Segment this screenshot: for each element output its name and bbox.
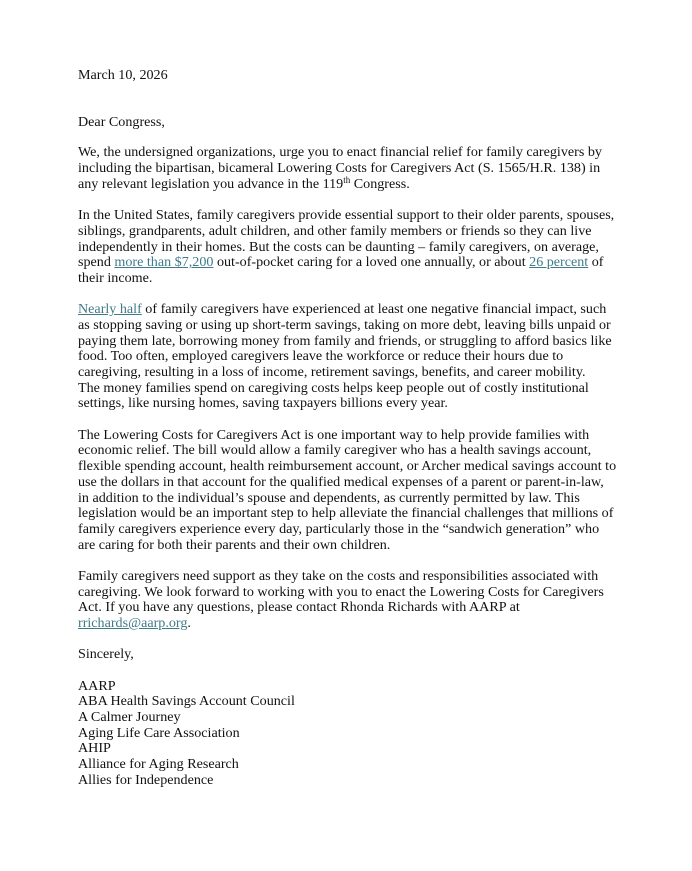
signatory: ABA Health Savings Account Council [78, 693, 295, 710]
email-link[interactable]: rrichards@aarp.org [78, 615, 188, 632]
salutation: Dear Congress, [78, 113, 165, 130]
paragraph-closing [78, 569, 618, 632]
paragraph-text: of family caregivers have experienced at least one negative financial impact, such as stopping saving or using up short-term savings, taking on more debt, leaving bills unpaid or paying them late, borrowing money from family and friends, or struggling to afford basics like food. Too often, employed caregivers leave the workforce or reduce their hours due to caregiving, resulting in a loss of income, retirement savings, benefits, and career mobility. [78, 301, 612, 381]
signatory-list [78, 679, 618, 789]
signatory: AHIP [78, 740, 111, 757]
ordinal-suffix: th [343, 174, 351, 185]
signatory: Alliance for Aging Research [78, 756, 239, 773]
letter-page [78, 68, 618, 789]
signatory: Allies for Independence [78, 771, 214, 788]
paragraph-intro [78, 145, 618, 192]
signatory: A Calmer Journey [78, 709, 181, 726]
paragraph-financial-impact [78, 302, 618, 412]
closing-sincerely: Sincerely, [78, 646, 134, 663]
paragraph-text: We, the undersigned organizations, urge you to enact financial relief for family caregivers by including the bipartisan, bicameral Lowering Costs for Caregivers Act (S. 1565/H.R. 138) in any relevant legislation you advance in the 119 [78, 144, 602, 192]
paragraph-text: Family caregivers need support as they take on the costs and responsibilities associated with caregiving. We look forward to working with you to enact the Lowering Costs for Caregivers Act. If you have any questions, please contact Rhonda Richards with AARP at [78, 567, 604, 616]
link-26-percent[interactable]: 26 percent [529, 254, 589, 271]
link-nearly-half[interactable]: Nearly half [78, 301, 142, 318]
paragraph-text: out-of-pocket caring for a loved one annually, or about [213, 254, 530, 271]
paragraph-text: In the United States, family caregivers provide essential support to their older parents, spouses, siblings, grandparents, adult children, and other family members or friends so they can live independently in their homes. But the costs can be daunting – family caregivers, on average, spend [78, 207, 615, 271]
paragraph-text: The money families spend on caregiving costs helps keep people out of costly institutional settings, like nursing homes, saving taxpayers billions every year. [78, 379, 589, 412]
letter-date: March 10, 2026 [78, 67, 168, 83]
signatory: Aging Life Care Association [78, 724, 240, 741]
paragraph-costs [78, 208, 618, 287]
paragraph-text: . [187, 615, 191, 632]
link-more-than-7200[interactable]: more than $7,200 [114, 254, 214, 271]
paragraph-text: of their income. [78, 254, 604, 286]
paragraph-text: Congress. [350, 175, 410, 192]
paragraph-act-description: The Lowering Costs for Caregivers Act is one important way to help provide families with economic relief. The bill would allow a family caregiver who has a health savings account, flexible spending account, health reimbursement account, or Archer medical savings account to use the dollars in that account for the qualified medical expenses of a parent or parent-in-law, in addition to the individual’s spouse and dependents, as currently permitted by law. This legislation would be an important step to help alleviate the financial challenges that millions of family caregivers experience every day, particularly those in the “sandwich generation” who are caring for both their parents and their own children. [78, 426, 617, 553]
signatory: AARP [78, 677, 116, 694]
